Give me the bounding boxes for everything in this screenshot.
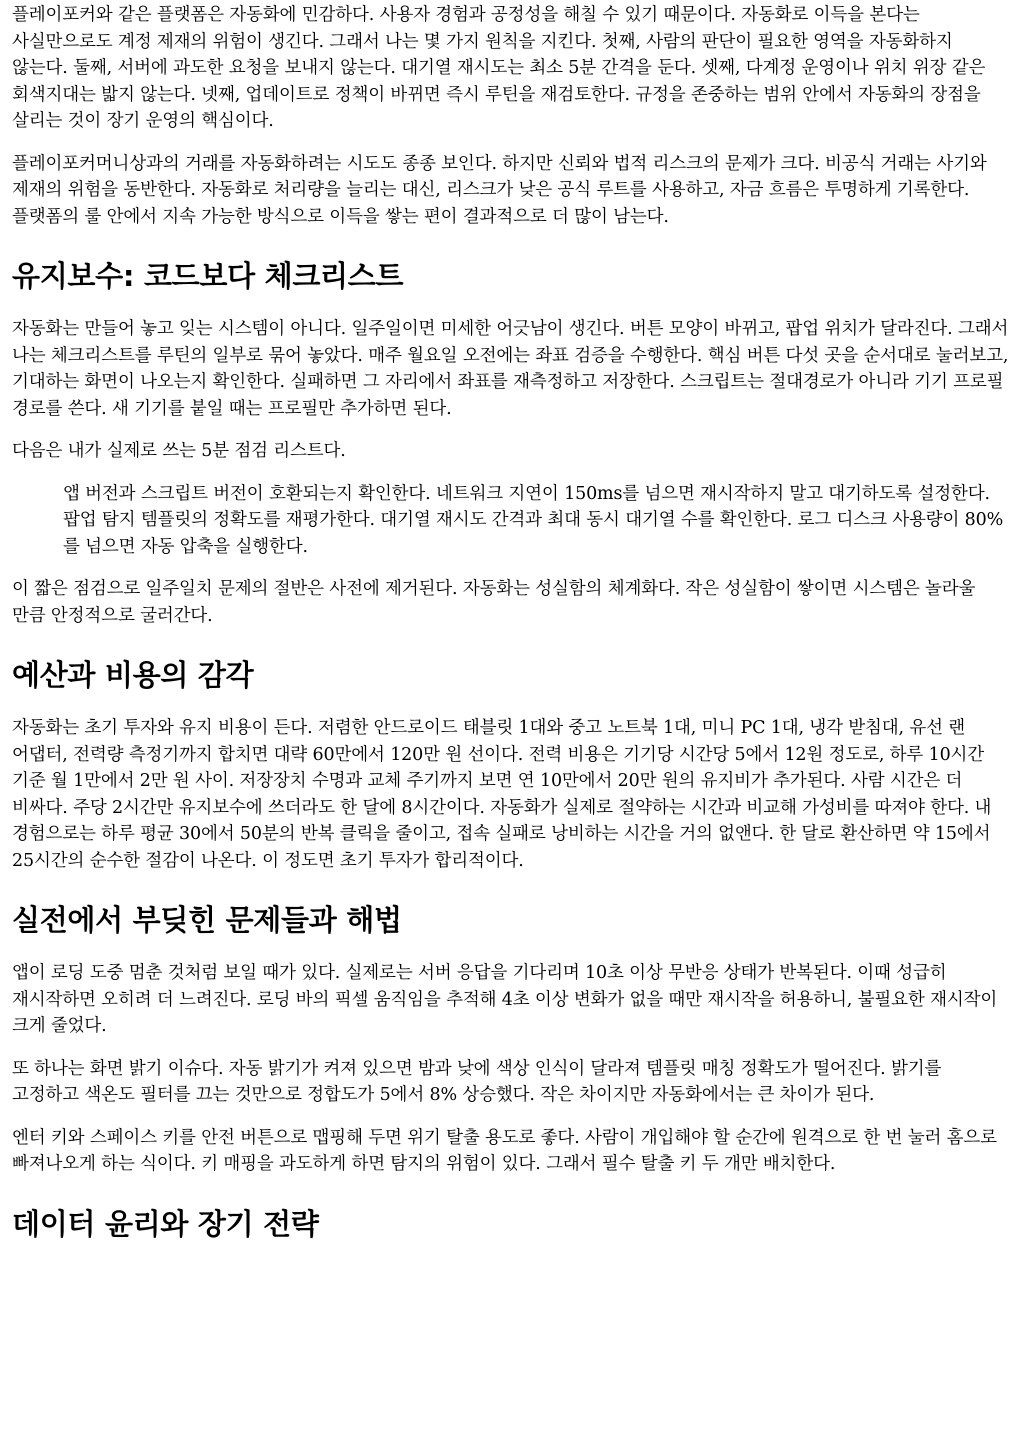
maintenance-paragraph: 자동화는 만들어 놓고 잊는 시스템이 아니다. 일주일이면 미세한 어긋남이 생긴다. 버튼 모양이 바뀌고, 팝업 위치가 달라진다. 그래서 나는 체크리스트를 루틴의 일부로 묶어 놓았다. 매주 월요일 오전에는 좌표 검증을 수행한다. 핵심 버튼 다섯 곳을 순서대로 눌러보고, 기대하는 화면이 나오는지 확인한다. 실패하면 그 자리에서 좌표를 재측정하고 저장한다. 스크립트는 절대경로가 아니라 기기 프로필 경로를 쓴다. 새 기기를 붙일 때는 프로필만 추가하면 된다. (12, 319, 1009, 419)
intro-paragraph: 플레이포커와 같은 플랫폼은 자동화에 민감하다. 사용자 경험과 공정성을 해칠 수 있기 때문이다. 자동화로 이득을 본다는 사실만으로도 계정 제재의 위험이 생긴다. 그래서 나는 몇 가지 원칙을 지킨다. 첫째, 사람의 판단이 필요한 영역을 자동화하지 않는다. 둘째, 서버에 과도한 요청을 보내지 않는다. 대기열 재시도는 최소 5분 간격을 둔다. 셋째, 다계정 운영이나 위치 위장 같은 회색지대는 밟지 않는다. 넷째, 업데이트로 정책이 바뀌면 즉시 루틴을 재검토한다. 규정을 존중하는 범위 안에서 자동화의 장점을 살리는 것이 장기 운영의 핵심이다. (12, 5, 986, 131)
section-heading-maintenance: 유지보수: 코드보다 체크리스트 (12, 259, 404, 293)
checklist-blockquote: 앱 버전과 스크립트 버전이 호환되는지 확인한다. 네트워크 지연이 150ms를 넘으면 재시작하지 말고 대기하도록 설정한다. 팝업 탐지 템플릿의 정확도를 재평가한다. 대기열 재시도 간격과 최대 동시 대기열 수를 확인한다. 로그 디스크 사용량이 80%를 넘으면 자동 압축을 실행한다. (63, 483, 1004, 557)
section-heading-budget: 예산과 비용의 감각 (12, 658, 254, 692)
problems-paragraph: 또 하나는 화면 밝기 이슈다. 자동 밝기가 켜져 있으면 밤과 낮에 색상 인식이 달라져 템플릿 매칭 정확도가 떨어진다. 밝기를 고정하고 색온도 필터를 끄는 것만으로 정합도가 5에서 8% 상승했다. 작은 차이지만 자동화에서는 큰 차이가 된다. (12, 1058, 942, 1105)
intro-paragraph: 플레이포커머니상과의 거래를 자동화하려는 시도도 종종 보인다. 하지만 신뢰와 법적 리스크의 문제가 크다. 비공식 거래는 사기와 제재의 위험을 동반한다. 자동화로 처리량을 늘리는 대신, 리스크가 낮은 공식 루트를 사용하고, 자금 흐름은 투명하게 기록한다. 플랫폼의 룰 안에서 지속 가능한 방식으로 이득을 쌓는 편이 결과적으로 더 많이 남는다. (12, 153, 987, 227)
budget-paragraph: 자동화는 초기 투자와 유지 비용이 든다. 저렴한 안드로이드 태블릿 1대와 중고 노트북 1대, 미니 PC 1대, 냉각 받침대, 유선 랜 어댑터, 전력량 측정기까지 합치면 대략 60만에서 120만 원 선이다. 전력 비용은 기기당 시간당 5에서 12원 정도로, 하루 10시간 기준 월 1만에서 2만 원 사이. 저장장치 수명과 교체 주기까지 보면 연 10만에서 20만 원의 유지비가 추가된다. 사람 시간은 더 비싸다. 주당 2시간만 유지보수에 쓰더라도 한 달에 8시간이다. 자동화가 실제로 절약하는 시간과 비교해 가성비를 따져야 한다. 내 경험으로는 하루 평균 30에서 50분의 반복 클릭을 줄이고, 접속 실패로 낭비하는 시간을 거의 없앤다. 한 달로 환산하면 약 15에서 25시간의 순수한 절감이 나온다. 이 정도면 초기 투자가 합리적이다. (12, 718, 992, 871)
problems-paragraph: 엔터 키와 스페이스 키를 안전 버튼으로 맵핑해 두면 위기 탈출 용도로 좋다. 사람이 개입해야 할 순간에 원격으로 한 번 눌러 홈으로 빠져나오게 하는 식이다. 키 매핑을 과도하게 하면 탐지의 위험이 있다. 그래서 필수 탈출 키 두 개만 배치한다. (12, 1127, 997, 1174)
maintenance-paragraph: 이 짧은 점검으로 일주일치 문제의 절반은 사전에 제거된다. 자동화는 성실함의 체계화다. 작은 성실함이 쌓이면 시스템은 놀라울 만큼 안정적으로 굴러간다. (12, 579, 976, 626)
section-heading-problems: 실전에서 부딪힌 문제들과 해법 (12, 903, 402, 937)
section-heading-ethics: 데이터 윤리와 장기 전략 (12, 1206, 319, 1241)
article (0, 2, 1024, 1242)
maintenance-paragraph: 다음은 내가 실제로 쓰는 5분 점검 리스트다. (12, 441, 346, 461)
problems-paragraph: 앱이 로딩 도중 멈춘 것처럼 보일 때가 있다. 실제로는 서버 응답을 기다리며 10초 이상 무반응 상태가 반복된다. 이때 성급히 재시작하면 오히려 더 느려진다. 로딩 바의 픽셀 움직임을 추적해 4초 이상 변화가 없을 때만 재시작을 허용하니, 불필요한 재시작이 크게 줄었다. (12, 963, 998, 1036)
